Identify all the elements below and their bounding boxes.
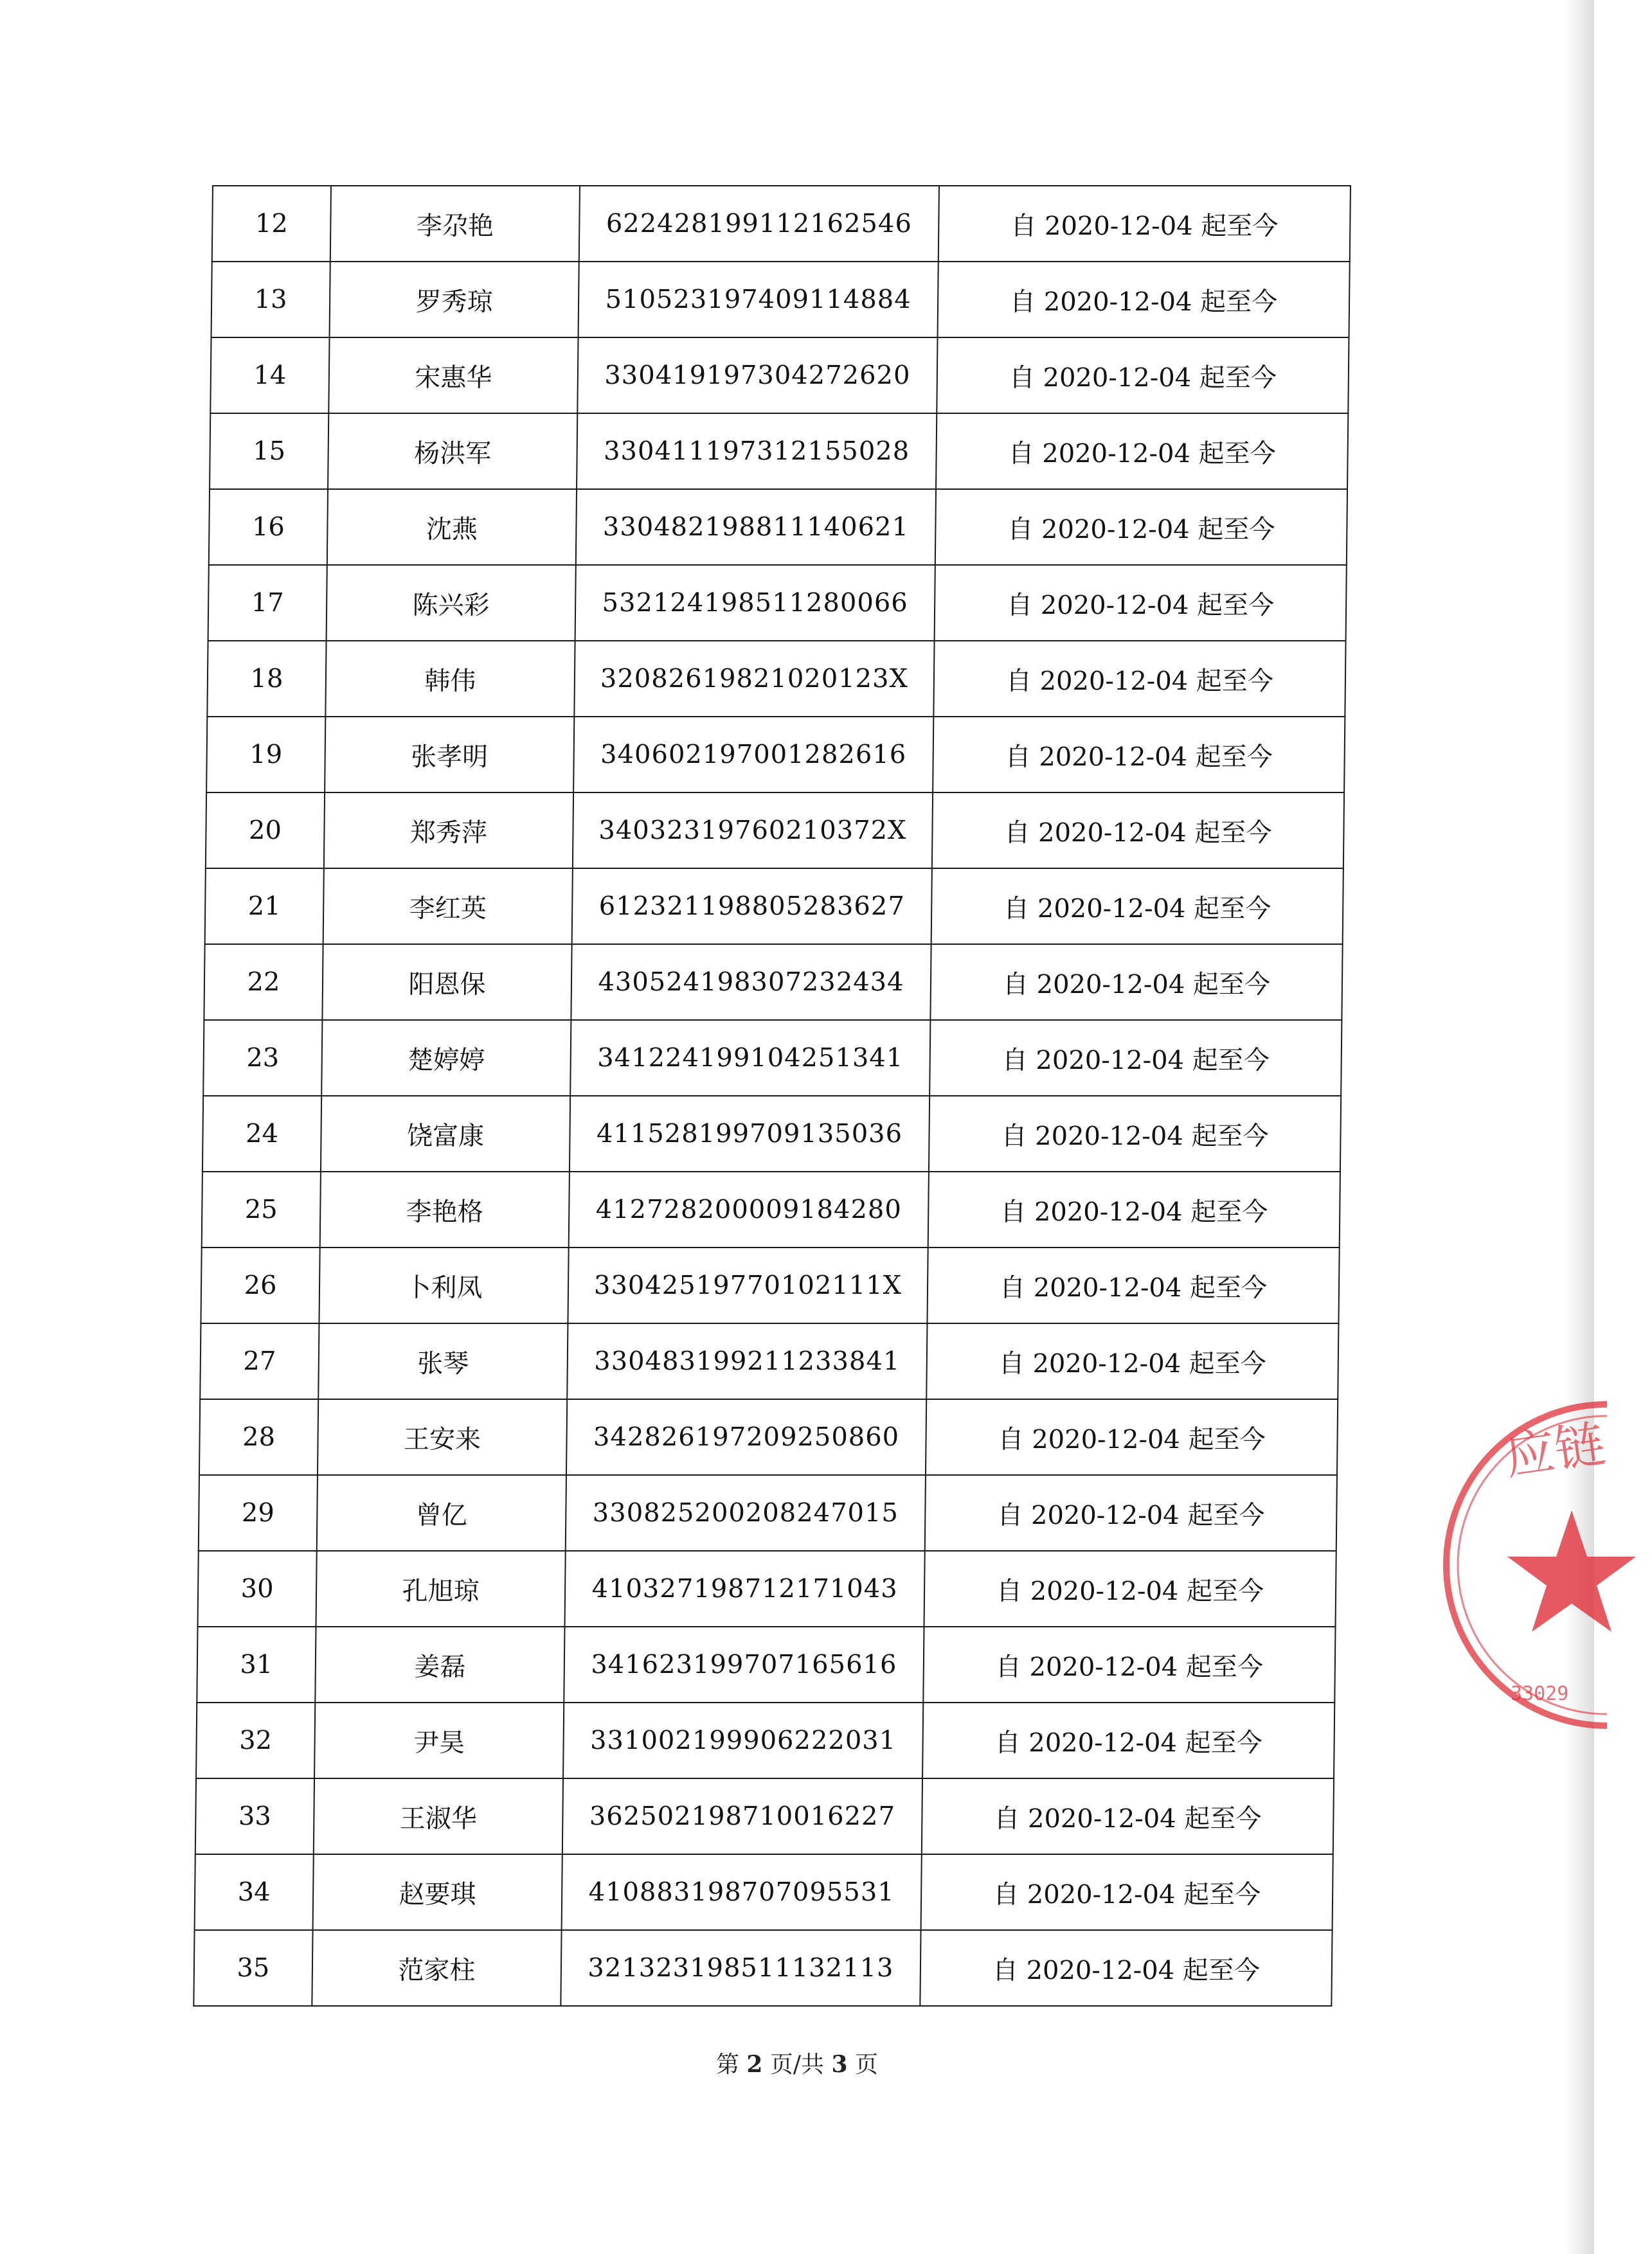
id-number-cell: 330483199211233841 bbox=[567, 1323, 927, 1399]
employment-period-cell: 自 2020-12-04 起至今 bbox=[929, 1020, 1342, 1096]
employment-period-cell: 自 2020-12-04 起至今 bbox=[933, 641, 1345, 717]
footer-prefix: 第 bbox=[715, 2052, 739, 2078]
person-name-cell: 孔旭琼 bbox=[316, 1551, 566, 1627]
footer-suffix: 页 bbox=[855, 2052, 879, 2078]
id-number-cell: 331002199906222031 bbox=[563, 1703, 923, 1778]
person-name-cell: 张琴 bbox=[318, 1323, 568, 1399]
row-number-cell: 14 bbox=[210, 337, 329, 413]
employment-period-cell: 自 2020-12-04 起至今 bbox=[933, 717, 1345, 792]
person-name-cell: 王淑华 bbox=[314, 1778, 563, 1854]
row-number-cell: 23 bbox=[203, 1020, 322, 1096]
id-number-cell: 340602197001282616 bbox=[573, 717, 933, 792]
scan-page-edge bbox=[1565, 0, 1594, 2254]
row-number-cell: 20 bbox=[206, 792, 325, 868]
table-row bbox=[193, 1930, 1332, 2006]
person-name-cell: 杨洪军 bbox=[328, 413, 577, 489]
id-number-cell: 622428199112162546 bbox=[579, 186, 939, 262]
company-seal-stamp bbox=[1459, 1398, 1652, 1745]
id-number-cell: 342826197209250860 bbox=[566, 1399, 926, 1475]
table-row bbox=[206, 717, 1345, 792]
table-row bbox=[199, 1399, 1338, 1475]
table-row bbox=[195, 1854, 1333, 1930]
person-name-cell: 卜利凤 bbox=[319, 1248, 568, 1323]
row-number-cell: 12 bbox=[212, 186, 331, 262]
table-row bbox=[203, 1020, 1342, 1096]
person-name-cell: 韩伟 bbox=[325, 641, 575, 717]
table-body bbox=[193, 186, 1351, 2006]
employment-period-cell: 自 2020-12-04 起至今 bbox=[929, 1096, 1341, 1172]
table-row bbox=[209, 489, 1347, 565]
person-name-cell: 宋惠华 bbox=[328, 337, 578, 413]
row-number-cell: 13 bbox=[211, 262, 330, 337]
employment-period-cell: 自 2020-12-04 起至今 bbox=[920, 1930, 1332, 2006]
row-number-cell: 22 bbox=[204, 944, 323, 1020]
row-number-cell: 26 bbox=[201, 1248, 319, 1323]
seal-star-icon bbox=[1507, 1510, 1636, 1632]
employment-period-cell: 自 2020-12-04 起至今 bbox=[926, 1399, 1338, 1475]
table-row bbox=[198, 1551, 1336, 1627]
row-number-cell: 21 bbox=[205, 868, 324, 944]
id-number-cell: 532124198511280066 bbox=[575, 565, 935, 641]
table-row bbox=[200, 1323, 1338, 1399]
row-number-cell: 27 bbox=[200, 1323, 319, 1399]
id-number-cell: 412728200009184280 bbox=[569, 1172, 929, 1248]
employment-period-cell: 自 2020-12-04 起至今 bbox=[937, 337, 1349, 413]
person-name-cell: 姜磊 bbox=[315, 1627, 564, 1703]
person-name-cell: 范家柱 bbox=[312, 1930, 561, 2006]
person-name-cell: 张孝明 bbox=[325, 717, 574, 792]
personnel-table-wrapper bbox=[193, 185, 1345, 2007]
row-number-cell: 35 bbox=[193, 1930, 312, 2006]
person-name-cell: 曾亿 bbox=[317, 1475, 566, 1551]
employment-period-cell: 自 2020-12-04 起至今 bbox=[930, 944, 1342, 1020]
table-row bbox=[202, 1172, 1340, 1248]
row-number-cell: 29 bbox=[199, 1475, 318, 1551]
table-row bbox=[211, 262, 1350, 337]
id-number-cell: 410883198707095531 bbox=[562, 1854, 922, 1930]
employment-period-cell: 自 2020-12-04 起至今 bbox=[932, 792, 1344, 868]
person-name-cell: 陈兴彩 bbox=[327, 565, 576, 641]
row-number-cell: 32 bbox=[196, 1703, 315, 1778]
id-number-cell: 330411197312155028 bbox=[577, 413, 937, 489]
id-number-cell: 32082619821020123X bbox=[574, 641, 934, 717]
table-row bbox=[195, 1778, 1334, 1854]
row-number-cell: 19 bbox=[206, 717, 325, 792]
row-number-cell: 30 bbox=[198, 1551, 317, 1627]
employment-period-cell: 自 2020-12-04 起至今 bbox=[927, 1248, 1339, 1323]
employment-period-cell: 自 2020-12-04 起至今 bbox=[931, 868, 1343, 944]
row-number-cell: 31 bbox=[197, 1627, 316, 1703]
row-number-cell: 24 bbox=[202, 1096, 321, 1172]
id-number-cell: 330419197304272620 bbox=[577, 337, 937, 413]
table-row bbox=[197, 1627, 1335, 1703]
employment-period-cell: 自 2020-12-04 起至今 bbox=[938, 262, 1350, 337]
employment-period-cell: 自 2020-12-04 起至今 bbox=[922, 1778, 1334, 1854]
row-number-cell: 25 bbox=[202, 1172, 321, 1248]
id-number-cell: 410327198712171043 bbox=[565, 1551, 925, 1627]
id-number-cell: 612321198805283627 bbox=[572, 868, 932, 944]
employment-period-cell: 自 2020-12-04 起至今 bbox=[923, 1627, 1335, 1703]
row-number-cell: 18 bbox=[207, 641, 326, 717]
seal-name-text: 应链 bbox=[1501, 1415, 1609, 1487]
row-number-cell: 33 bbox=[195, 1778, 314, 1854]
id-number-cell: 330825200208247015 bbox=[566, 1475, 926, 1551]
id-number-cell: 330482198811140621 bbox=[576, 489, 936, 565]
table-row bbox=[206, 792, 1344, 868]
id-number-cell: 362502198710016227 bbox=[562, 1778, 922, 1854]
table-row bbox=[212, 186, 1351, 262]
person-name-cell: 罗秀琼 bbox=[330, 262, 579, 337]
table-row bbox=[201, 1248, 1339, 1323]
table-row bbox=[196, 1703, 1334, 1778]
table-row bbox=[205, 868, 1343, 944]
employment-period-cell: 自 2020-12-04 起至今 bbox=[925, 1475, 1337, 1551]
employment-period-cell: 自 2020-12-04 起至今 bbox=[921, 1854, 1333, 1930]
person-name-cell: 李红英 bbox=[323, 868, 573, 944]
employment-period-cell: 自 2020-12-04 起至今 bbox=[938, 186, 1351, 262]
total-page-number: 3 bbox=[831, 2051, 848, 2078]
id-number-cell: 341224199104251341 bbox=[570, 1020, 930, 1096]
personnel-table bbox=[193, 185, 1351, 2007]
table-row bbox=[210, 337, 1349, 413]
person-name-cell: 尹昊 bbox=[314, 1703, 564, 1778]
id-number-cell: 430524198307232434 bbox=[571, 944, 931, 1020]
employment-period-cell: 自 2020-12-04 起至今 bbox=[936, 413, 1348, 489]
row-number-cell: 34 bbox=[195, 1854, 314, 1930]
person-name-cell: 楚婷婷 bbox=[321, 1020, 571, 1096]
person-name-cell: 饶富康 bbox=[321, 1096, 570, 1172]
person-name-cell: 阳恩保 bbox=[322, 944, 571, 1020]
employment-period-cell: 自 2020-12-04 起至今 bbox=[928, 1172, 1340, 1248]
row-number-cell: 28 bbox=[199, 1399, 318, 1475]
person-name-cell: 郑秀萍 bbox=[324, 792, 573, 868]
employment-period-cell: 自 2020-12-04 起至今 bbox=[926, 1323, 1338, 1399]
seal-code-text: 33029 bbox=[1511, 1683, 1569, 1705]
person-name-cell: 赵要琪 bbox=[313, 1854, 562, 1930]
table-row bbox=[204, 944, 1342, 1020]
page-footer bbox=[0, 2046, 1594, 2079]
employment-period-cell: 自 2020-12-04 起至今 bbox=[924, 1551, 1336, 1627]
id-number-cell: 411528199709135036 bbox=[570, 1096, 929, 1172]
table-row bbox=[210, 413, 1348, 489]
table-row bbox=[207, 641, 1345, 717]
footer-middle: 页/共 bbox=[769, 2052, 825, 2078]
person-name-cell: 沈燕 bbox=[327, 489, 577, 565]
employment-period-cell: 自 2020-12-04 起至今 bbox=[935, 489, 1347, 565]
id-number-cell: 341623199707165616 bbox=[564, 1627, 924, 1703]
person-name-cell: 李尕艳 bbox=[330, 186, 580, 262]
id-number-cell: 34032319760210372X bbox=[573, 792, 933, 868]
employment-period-cell: 自 2020-12-04 起至今 bbox=[935, 565, 1347, 641]
row-number-cell: 16 bbox=[209, 489, 328, 565]
row-number-cell: 17 bbox=[208, 565, 327, 641]
employment-period-cell: 自 2020-12-04 起至今 bbox=[922, 1703, 1334, 1778]
id-number-cell: 510523197409114884 bbox=[579, 262, 938, 337]
person-name-cell: 李艳格 bbox=[320, 1172, 570, 1248]
id-number-cell: 321323198511132113 bbox=[561, 1930, 920, 2006]
current-page-number: 2 bbox=[746, 2051, 763, 2078]
row-number-cell: 15 bbox=[210, 413, 328, 489]
id-number-cell: 33042519770102111X bbox=[568, 1248, 928, 1323]
table-row bbox=[202, 1096, 1341, 1172]
table-row bbox=[199, 1475, 1337, 1551]
table-row bbox=[208, 565, 1347, 641]
person-name-cell: 王安来 bbox=[318, 1399, 567, 1475]
